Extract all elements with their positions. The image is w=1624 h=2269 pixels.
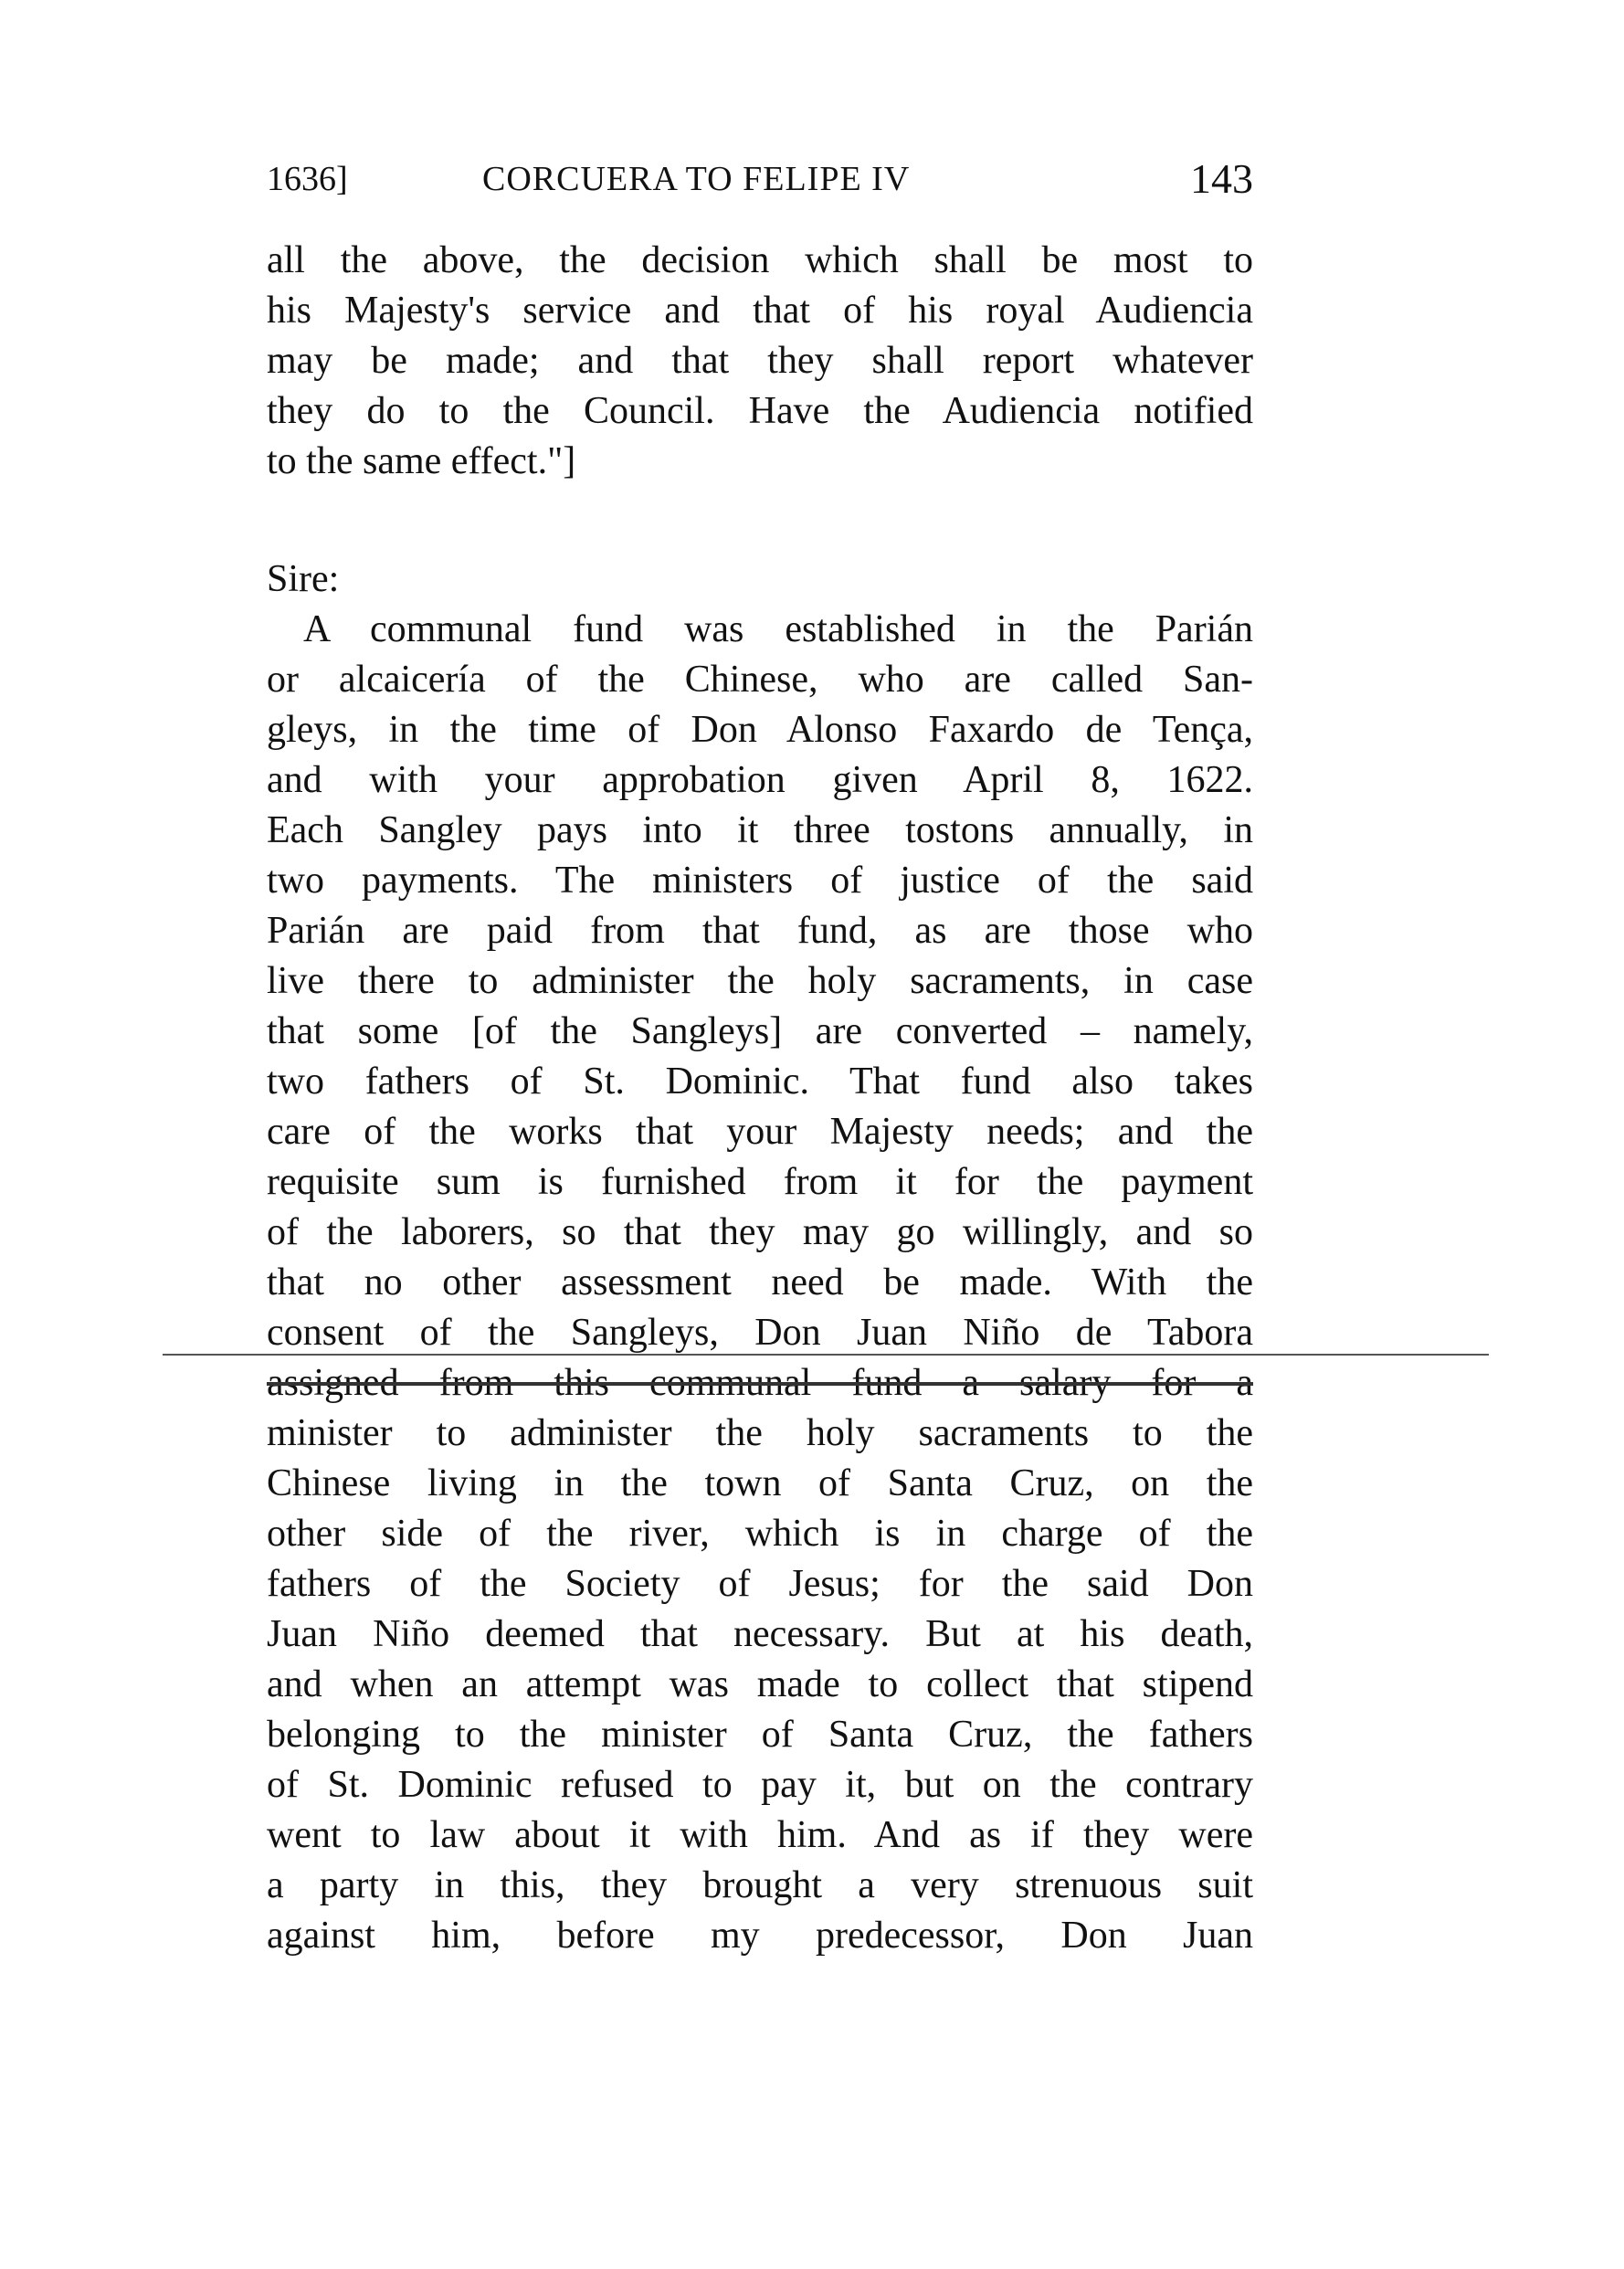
header-year: 1636] bbox=[267, 160, 348, 198]
intro-line: they do to the Council. Have the Audiencia notified bbox=[267, 390, 1253, 432]
body-line: live there to administer the holy sacraments, in case bbox=[267, 960, 1253, 1002]
running-head bbox=[267, 152, 1253, 206]
intro-line: all the above, the decision which shall be most to bbox=[267, 239, 1253, 281]
body-line: that no other assessment need be made. With the bbox=[267, 1261, 1253, 1303]
body-line: Juan Niño deemed that necessary. But at his death, bbox=[267, 1613, 1253, 1655]
body-line: gleys, in the time of Don Alonso Faxardo de Tença, bbox=[267, 709, 1253, 751]
body-line: Parián are paid from that fund, as are those who bbox=[267, 910, 1253, 952]
page-number: 143 bbox=[1190, 155, 1253, 202]
body-line: of St. Dominic refused to pay it, but on the contrary bbox=[267, 1764, 1253, 1806]
body-line: fathers of the Society of Jesus; for the said Don bbox=[267, 1563, 1253, 1605]
intro-line: his Majesty's service and that of his royal Audiencia bbox=[267, 290, 1253, 332]
body-line: that some [of the Sangleys] are converted – namely, bbox=[267, 1010, 1253, 1052]
body-line: or alcaicería of the Chinese, who are called San- bbox=[267, 659, 1253, 701]
body-line: care of the works that your Majesty needs; and the bbox=[267, 1111, 1253, 1153]
body-line: requisite sum is furnished from it for the payment bbox=[267, 1161, 1253, 1203]
intro-line: to the same effect."] bbox=[267, 440, 576, 482]
text-block bbox=[267, 236, 1253, 1961]
scan-artifact-rule bbox=[163, 1354, 1489, 1356]
body-line: two payments. The ministers of justice of the said bbox=[267, 860, 1253, 902]
header-title: CORCUERA TO FELIPE IV bbox=[482, 160, 911, 198]
body-line-struck: assigned from this communal fund a salary for a bbox=[267, 1362, 1253, 1404]
body-line: Chinese living in the town of Santa Cruz, on the bbox=[267, 1462, 1253, 1504]
body-line: belonging to the minister of Santa Cruz, the fathers bbox=[267, 1714, 1253, 1756]
salutation: Sire: bbox=[267, 558, 340, 600]
body-line: two fathers of St. Dominic. That fund also takes bbox=[267, 1061, 1253, 1103]
body-line: consent of the Sangleys, Don Juan Niño de Tabora bbox=[267, 1312, 1253, 1354]
intro-line: may be made; and that they shall report whatever bbox=[267, 340, 1253, 382]
body-line: other side of the river, which is in charge of the bbox=[267, 1513, 1253, 1555]
body-line: Each Sangley pays into it three tostons annually, in bbox=[267, 809, 1253, 851]
body-line: and when an attempt was made to collect that stipend bbox=[267, 1663, 1253, 1705]
body-line: and with your approbation given April 8, 1622. bbox=[267, 759, 1253, 801]
body-line: went to law about it with him. And as if they were bbox=[267, 1814, 1253, 1856]
body-line: a party in this, they brought a very strenuous suit bbox=[267, 1864, 1253, 1906]
body-line: minister to administer the holy sacraments to the bbox=[267, 1412, 1253, 1454]
body-line: against him, before my predecessor, Don Juan bbox=[267, 1915, 1253, 1957]
paragraph-gap bbox=[267, 487, 1253, 554]
body-line: of the laborers, so that they may go willingly, and so bbox=[267, 1211, 1253, 1253]
body-line: A communal fund was established in the Parián bbox=[303, 608, 1253, 650]
